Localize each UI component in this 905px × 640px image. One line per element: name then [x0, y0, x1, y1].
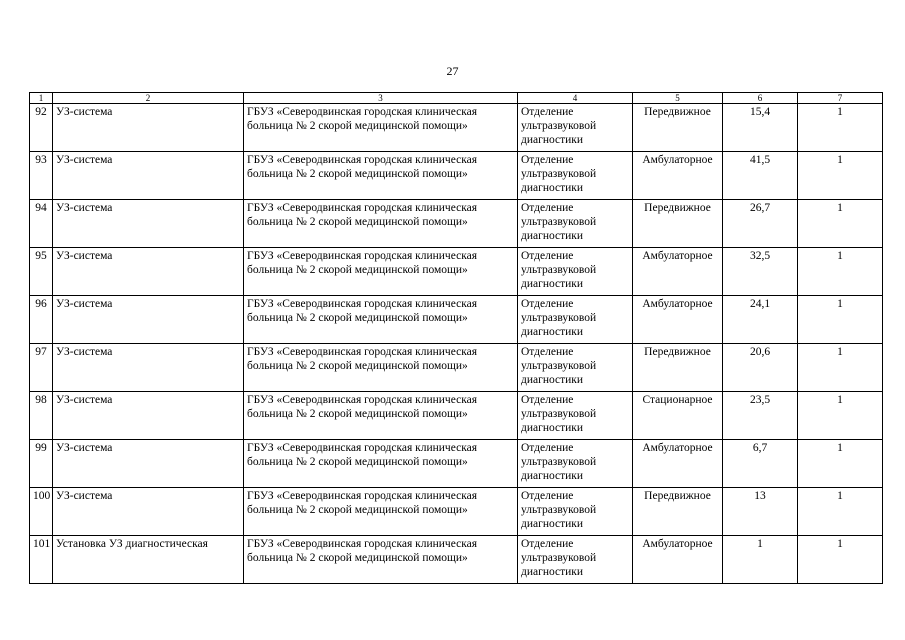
row-number-cell: 101: [30, 536, 53, 584]
usage-type-cell: Передвижное: [633, 104, 723, 152]
count-cell: 1: [798, 392, 883, 440]
row-number-cell: 97: [30, 344, 53, 392]
equipment-name-cell: УЗ-система: [53, 488, 244, 536]
equipment-name-cell: УЗ-система: [53, 248, 244, 296]
table-row: [30, 104, 883, 152]
organization-cell: ГБУЗ «Северодвинская городская клиническая больница № 2 скорой медицинской помощи»: [244, 392, 518, 440]
column-header: 3: [244, 93, 518, 104]
table-row: [30, 296, 883, 344]
usage-type-cell: Амбулаторное: [633, 536, 723, 584]
column-header: 6: [723, 93, 798, 104]
row-number-cell: 94: [30, 200, 53, 248]
department-cell: Отделение ультразвуковой диагностики: [518, 200, 633, 248]
equipment-table: [29, 92, 883, 584]
row-number-cell: 92: [30, 104, 53, 152]
column-header: 7: [798, 93, 883, 104]
department-cell: Отделение ультразвуковой диагностики: [518, 344, 633, 392]
department-cell: Отделение ультразвуковой диагностики: [518, 488, 633, 536]
value-cell: 13: [723, 488, 798, 536]
equipment-name-cell: УЗ-система: [53, 296, 244, 344]
table-row: [30, 344, 883, 392]
equipment-name-cell: УЗ-система: [53, 200, 244, 248]
department-cell: Отделение ультразвуковой диагностики: [518, 248, 633, 296]
organization-cell: ГБУЗ «Северодвинская городская клиническая больница № 2 скорой медицинской помощи»: [244, 104, 518, 152]
column-header: 4: [518, 93, 633, 104]
table-row: [30, 488, 883, 536]
table-header-row: [30, 93, 883, 104]
equipment-name-cell: УЗ-система: [53, 344, 244, 392]
usage-type-cell: Передвижное: [633, 344, 723, 392]
table-row: [30, 248, 883, 296]
count-cell: 1: [798, 536, 883, 584]
organization-cell: ГБУЗ «Северодвинская городская клиническая больница № 2 скорой медицинской помощи»: [244, 488, 518, 536]
row-number-cell: 96: [30, 296, 53, 344]
count-cell: 1: [798, 104, 883, 152]
organization-cell: ГБУЗ «Северодвинская городская клиническая больница № 2 скорой медицинской помощи»: [244, 248, 518, 296]
department-cell: Отделение ультразвуковой диагностики: [518, 440, 633, 488]
row-number-cell: 99: [30, 440, 53, 488]
organization-cell: ГБУЗ «Северодвинская городская клиническая больница № 2 скорой медицинской помощи»: [244, 440, 518, 488]
row-number-cell: 100: [30, 488, 53, 536]
table-row: [30, 200, 883, 248]
usage-type-cell: Передвижное: [633, 200, 723, 248]
column-header: 2: [53, 93, 244, 104]
value-cell: 1: [723, 536, 798, 584]
usage-type-cell: Стационарное: [633, 392, 723, 440]
department-cell: Отделение ультразвуковой диагностики: [518, 536, 633, 584]
usage-type-cell: Амбулаторное: [633, 248, 723, 296]
count-cell: 1: [798, 440, 883, 488]
equipment-name-cell: УЗ-система: [53, 104, 244, 152]
usage-type-cell: Амбулаторное: [633, 296, 723, 344]
value-cell: 15,4: [723, 104, 798, 152]
organization-cell: ГБУЗ «Северодвинская городская клиническая больница № 2 скорой медицинской помощи»: [244, 296, 518, 344]
count-cell: 1: [798, 248, 883, 296]
department-cell: Отделение ультразвуковой диагностики: [518, 104, 633, 152]
table-row: [30, 536, 883, 584]
column-header: 1: [30, 93, 53, 104]
value-cell: 6,7: [723, 440, 798, 488]
equipment-name-cell: УЗ-система: [53, 440, 244, 488]
row-number-cell: 95: [30, 248, 53, 296]
value-cell: 23,5: [723, 392, 798, 440]
column-header: 5: [633, 93, 723, 104]
organization-cell: ГБУЗ «Северодвинская городская клиническая больница № 2 скорой медицинской помощи»: [244, 344, 518, 392]
value-cell: 20,6: [723, 344, 798, 392]
equipment-name-cell: Установка УЗ диагностическая: [53, 536, 244, 584]
value-cell: 24,1: [723, 296, 798, 344]
organization-cell: ГБУЗ «Северодвинская городская клиническая больница № 2 скорой медицинской помощи»: [244, 536, 518, 584]
count-cell: 1: [798, 296, 883, 344]
count-cell: 1: [798, 488, 883, 536]
count-cell: 1: [798, 344, 883, 392]
row-number-cell: 98: [30, 392, 53, 440]
usage-type-cell: Передвижное: [633, 488, 723, 536]
table-row: [30, 392, 883, 440]
value-cell: 26,7: [723, 200, 798, 248]
department-cell: Отделение ультразвуковой диагностики: [518, 392, 633, 440]
usage-type-cell: Амбулаторное: [633, 440, 723, 488]
row-number-cell: 93: [30, 152, 53, 200]
count-cell: 1: [798, 152, 883, 200]
value-cell: 32,5: [723, 248, 798, 296]
equipment-name-cell: УЗ-система: [53, 152, 244, 200]
usage-type-cell: Амбулаторное: [633, 152, 723, 200]
table-row: [30, 152, 883, 200]
organization-cell: ГБУЗ «Северодвинская городская клиническая больница № 2 скорой медицинской помощи»: [244, 152, 518, 200]
value-cell: 41,5: [723, 152, 798, 200]
equipment-name-cell: УЗ-система: [53, 392, 244, 440]
department-cell: Отделение ультразвуковой диагностики: [518, 296, 633, 344]
count-cell: 1: [798, 200, 883, 248]
department-cell: Отделение ультразвуковой диагностики: [518, 152, 633, 200]
page-number: 27: [446, 64, 459, 78]
table-row: [30, 440, 883, 488]
organization-cell: ГБУЗ «Северодвинская городская клиническая больница № 2 скорой медицинской помощи»: [244, 200, 518, 248]
